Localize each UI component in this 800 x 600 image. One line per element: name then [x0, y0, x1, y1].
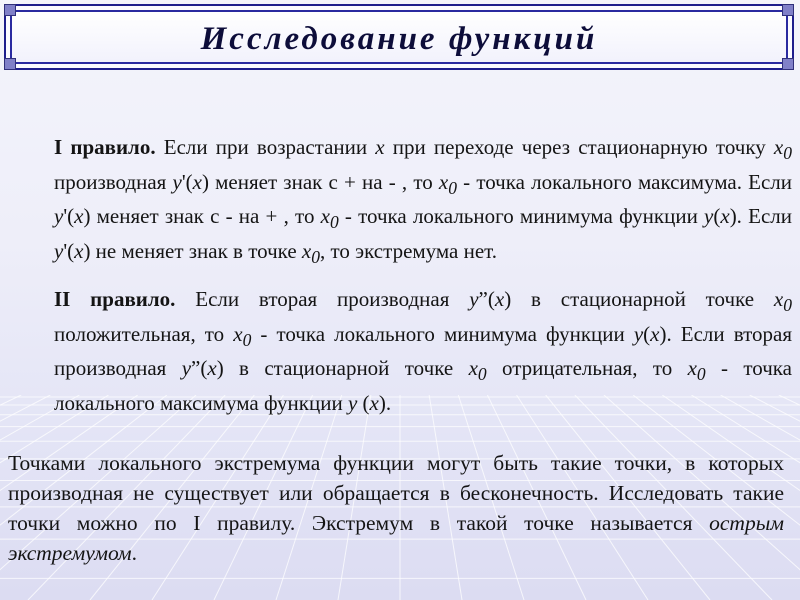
- text: Если вторая производная: [175, 287, 470, 311]
- text: (: [713, 204, 721, 229]
- var-x: x: [192, 169, 202, 194]
- text: ”(: [191, 356, 208, 381]
- text: ) в стационарной точке: [504, 287, 774, 311]
- var-x: x: [74, 239, 84, 264]
- var-x: x: [720, 204, 730, 229]
- subscript-0: 0: [477, 364, 487, 385]
- text: Точками локального экстремума функции могут быть такие точки, в которых производная не существует или обращается в бесконечность. Исследовать такие точки можно по I правилу. Экстремум в такой точке называется: [8, 451, 784, 535]
- var-x0: x: [687, 356, 697, 381]
- var-y: y: [633, 321, 644, 346]
- text: ) не меняет знак в точке: [83, 239, 302, 264]
- text: .: [131, 541, 138, 565]
- subscript-0: 0: [242, 329, 252, 350]
- text: (: [357, 391, 370, 416]
- var-y: y: [347, 391, 358, 416]
- title-frame: [4, 4, 794, 70]
- rule-1-heading: I правило.: [54, 135, 156, 159]
- var-y: y: [469, 287, 479, 311]
- rule-2-paragraph: [54, 285, 792, 418]
- var-x: x: [494, 287, 505, 311]
- corner-ornament-icon: [4, 4, 16, 16]
- text: ). Если: [729, 204, 792, 229]
- text: при переходе через стационарную точку: [384, 135, 774, 159]
- term-sharp-extremum: острым экстремумом: [8, 511, 784, 565]
- text: отрицательная, то: [486, 356, 688, 381]
- var-y: y: [181, 356, 192, 381]
- var-x: x: [369, 391, 379, 416]
- text: - точка локального минимума функции: [338, 204, 705, 229]
- subscript-0: 0: [329, 212, 339, 233]
- var-x0: x: [468, 356, 478, 381]
- text: ). Если вторая производная: [54, 321, 792, 381]
- var-x: x: [375, 135, 385, 159]
- title-inner-frame: [10, 10, 788, 64]
- text: Если при возрастании: [155, 135, 376, 159]
- text: '(: [63, 239, 75, 264]
- text: ) в стационарной точке: [216, 356, 469, 381]
- text: ) меняет знак с + на - , то: [201, 169, 439, 194]
- var-x0: x: [320, 204, 330, 229]
- text: (: [643, 321, 651, 346]
- corner-ornament-icon: [782, 58, 794, 70]
- var-x0: x: [301, 239, 312, 264]
- text: - точка локального максимума. Если: [456, 169, 793, 194]
- var-x: x: [650, 321, 660, 346]
- text: , то экстремума нет.: [319, 239, 498, 264]
- text: '(: [181, 169, 193, 194]
- rule-1-paragraph: [54, 133, 792, 272]
- subscript-0: 0: [696, 364, 706, 385]
- slide-title: Исследование функций: [200, 21, 598, 57]
- text: ) меняет знак с - на + , то: [83, 204, 321, 229]
- note-paragraph: [8, 448, 784, 568]
- text: ).: [378, 391, 392, 416]
- text: положительная, то: [54, 321, 234, 346]
- var-x: x: [207, 356, 217, 381]
- corner-ornament-icon: [4, 58, 16, 70]
- var-y: y: [54, 239, 64, 264]
- var-y: y: [54, 204, 64, 229]
- text: ”(: [478, 287, 495, 311]
- subscript-0: 0: [783, 295, 792, 316]
- subscript-0: 0: [448, 177, 457, 198]
- text: - точка локального минимума функции: [251, 321, 634, 346]
- text: - точка локального максимума функции: [54, 356, 792, 416]
- var-x0: x: [233, 321, 243, 346]
- var-x0: x: [773, 287, 784, 311]
- var-y: y: [172, 169, 182, 194]
- var-x: x: [74, 204, 84, 229]
- rule-2-heading: II правило.: [54, 287, 176, 311]
- text: '(: [63, 204, 75, 229]
- subscript-0: 0: [783, 143, 792, 164]
- text: производная: [54, 169, 173, 194]
- var-y: y: [704, 204, 714, 229]
- var-x0: x: [773, 135, 784, 159]
- corner-ornament-icon: [782, 4, 794, 16]
- var-x0: x: [438, 169, 449, 194]
- subscript-0: 0: [311, 247, 320, 268]
